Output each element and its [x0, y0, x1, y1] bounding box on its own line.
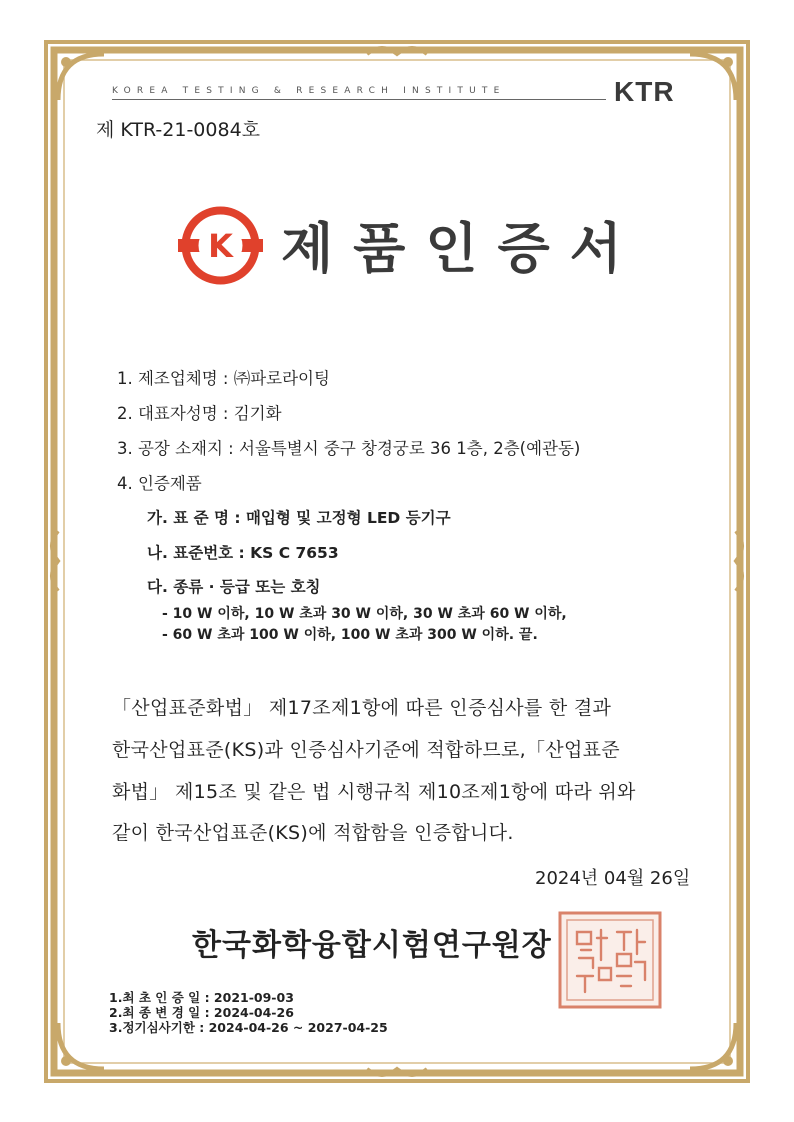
periodic-review-period: 3.정기심사기한 : 2024-04-26 ~ 2027-04-25 [109, 1020, 388, 1035]
certificate-title: 제품인증서 [281, 217, 642, 280]
item-factory-address: 3. 공장 소재지 : 서울특별시 중구 창경궁로 36 1층, 2층(예관동) [117, 439, 581, 458]
item-representative: 2. 대표자성명 : 김기화 [117, 404, 282, 423]
statement-line-1: 「산업표준화법」 제17조제1항에 따른 인증심사를 한 결과 [112, 697, 612, 719]
ks-mark-icon [178, 203, 263, 288]
statement-line-3: 화법」 제15조 및 같은 법 시행규칙 제10조제1항에 따라 위와 [112, 781, 636, 803]
last-change-date: 2.최 종 변 경 일 : 2024-04-26 [109, 1005, 294, 1020]
statement-line-4: 같이 한국산업표준(KS)에 적합함을 인증합니다. [112, 822, 514, 844]
header-divider [112, 99, 606, 100]
ks-mark-letter: K [208, 227, 233, 265]
ktr-logo: KTR [614, 76, 675, 107]
issue-date: 2024년 04월 26일 [535, 868, 691, 889]
issuer-name: 한국화학융합시험연구원장 [192, 928, 552, 963]
initial-certification-date: 1.최 초 인 증 일 : 2021-09-03 [109, 990, 294, 1005]
product-type-grade: 다. 종류 · 등급 또는 호칭 [147, 578, 321, 596]
item-certified-product: 4. 인증제품 [117, 474, 202, 493]
institute-name: KOREA TESTING & RESEARCH INSTITUTE [112, 86, 506, 96]
product-standard-number: 나. 표준번호 : KS C 7653 [147, 544, 339, 562]
model-list-line-2: - 60 W 초과 100 W 이하, 100 W 초과 300 W 이하. 끝. [162, 627, 538, 643]
item-manufacturer: 1. 제조업체명 : ㈜파로라이팅 [117, 369, 330, 388]
product-standard-name: 가. 표 준 명 : 매입형 및 고정형 LED 등기구 [147, 509, 451, 527]
model-list-line-1: - 10 W 이하, 10 W 초과 30 W 이하, 30 W 초과 60 W 이하, [162, 606, 567, 622]
official-seal-icon [557, 910, 663, 1010]
statement-line-2: 한국산업표준(KS)과 인증심사기준에 적합하므로,「산업표준 [112, 739, 620, 761]
certificate-number: 제 KTR-21-0084호 [96, 119, 261, 141]
